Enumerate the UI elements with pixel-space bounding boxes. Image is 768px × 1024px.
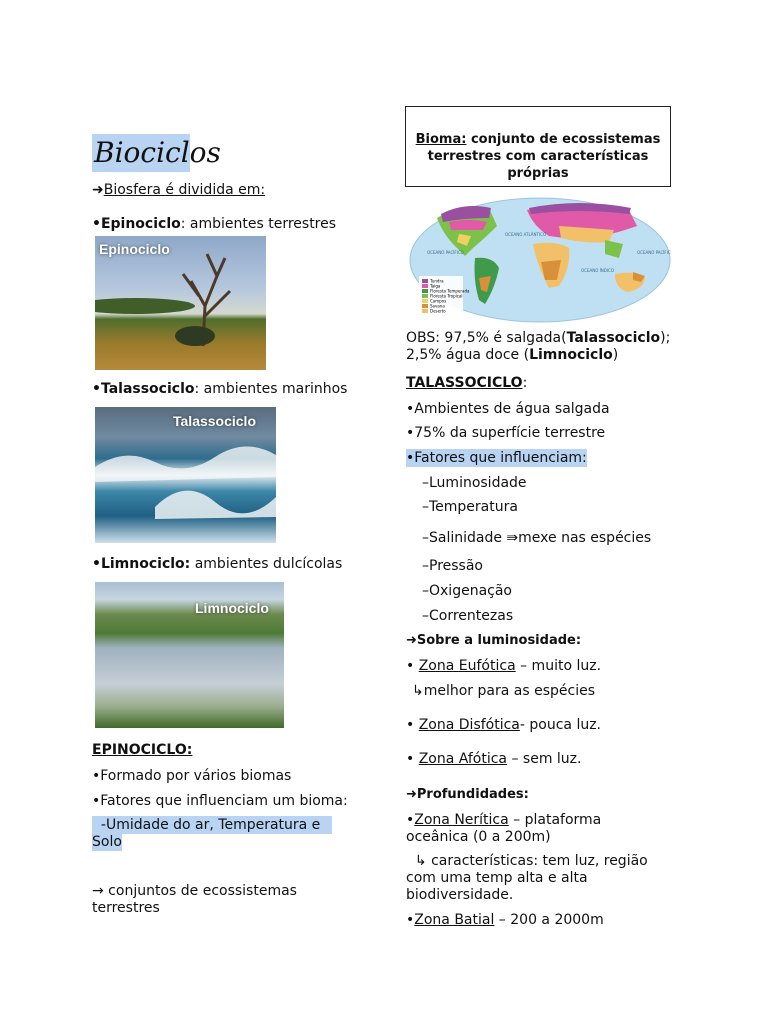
legend-tropical: Floresta Tropical <box>430 293 463 299</box>
talassociclo-desc: : ambientes marinhos <box>194 381 348 397</box>
epinociclo-desc: : ambientes terrestres <box>180 216 337 232</box>
biosfera-text: Biosfera é dividida em: <box>103 182 266 198</box>
caracteristicas-line-2: com uma temp alta e alta <box>406 870 588 886</box>
conjuntos-line-1: → conjuntos de ecossistemas <box>92 883 297 899</box>
zona-disfotica: Zona Disfótica <box>418 717 520 733</box>
neritica-line-2: oceânica (0 a 200m) <box>406 829 551 845</box>
zona-batial-line <box>406 911 604 929</box>
eufotica-sub: ↳melhor para as espécies <box>412 683 595 699</box>
disfotica-desc: - pouca luz. <box>519 717 602 733</box>
limnociclo-photo <box>95 582 284 728</box>
bioma-line-1 <box>406 131 670 148</box>
talassociclo-item <box>92 380 347 398</box>
formado-line: •Formado por vários biomas <box>92 768 292 784</box>
batial-desc: – 200 a 2000m <box>494 912 604 928</box>
map-label-indico: OCEANO ÍNDICO <box>581 268 614 273</box>
legend-temperada: Floresta Temperada <box>430 288 470 294</box>
talassociclo-label: •Talassociclo <box>92 381 195 397</box>
obs-line-2-a: 2,5% água doce ( <box>406 347 530 363</box>
fatores-line: •Fatores que influenciam: <box>406 450 587 466</box>
talassociclo-caption: Talassociclo <box>173 413 257 429</box>
bioma-word: Bioma: <box>415 132 467 147</box>
fator-item: –Luminosidade <box>422 475 527 491</box>
disfotica-bullet: • <box>406 717 419 733</box>
umidade-line-2: Solo <box>92 834 122 850</box>
caracteristicas-line-3: biodiversidade. <box>406 887 514 903</box>
zona-afotica: Zona Afótica <box>418 751 508 767</box>
world-biomes-map <box>409 196 671 324</box>
zona-neritica: Zona Nerítica <box>414 812 509 828</box>
caracteristicas-line-1: ↳ características: tem luz, região <box>406 853 648 869</box>
legend-taiga: Taiga <box>430 283 441 289</box>
bioma-line-2: terrestres com características <box>427 149 649 164</box>
talassociclo-photo <box>95 407 276 543</box>
umidade-line-1: -Umidade do ar, Temperatura e <box>92 816 332 834</box>
legend-campos: Campos <box>430 298 447 304</box>
epinociclo-heading: EPINOCICLO: <box>92 742 193 758</box>
fator-item: –Pressão <box>422 558 483 574</box>
conjuntos-line-2: terrestres <box>92 900 160 916</box>
zona-eufotica-line <box>406 657 601 675</box>
biosfera-line <box>92 181 265 199</box>
bioma-line-1-rest: conjunto de ecossistemas <box>466 132 661 147</box>
obs-line-2 <box>406 346 618 364</box>
eufotica-desc: – muito luz. <box>515 658 602 674</box>
map-label-pacifico-left: OCEANO PACÍFICO <box>427 250 464 255</box>
epinociclo-photo <box>95 236 266 370</box>
talassociclo-heading: TALASSOCICLO <box>406 375 523 391</box>
legend-deserto: Deserto <box>430 308 446 314</box>
bioma-line-3: próprias <box>507 166 569 181</box>
ambientes-line: •Ambientes de água salgada <box>406 401 610 417</box>
epinociclo-item <box>92 215 336 233</box>
zona-disfotica-line <box>406 716 601 734</box>
zona-batial: Zona Batial <box>414 912 495 928</box>
epinociclo-caption: Epinociclo <box>99 241 170 257</box>
obs-talassociclo: Talassociclo <box>566 330 661 346</box>
zona-neritica-line <box>406 811 601 829</box>
limnociclo-desc: ambientes dulcícolas <box>190 556 343 572</box>
zona-afotica-line <box>406 750 581 768</box>
obs-line-1-c: ); <box>660 330 671 346</box>
profundidades-heading: ➜Profundidades: <box>406 787 529 802</box>
epinociclo-label: •Epinociclo <box>92 216 181 232</box>
bioma-definition-box <box>405 106 671 187</box>
neritica-bullet: • <box>406 812 415 828</box>
talassociclo-heading-line <box>406 374 527 392</box>
map-label-atlantico: OCEANO ATLÂNTICO <box>505 232 547 237</box>
obs-line-1-a: OBS: 97,5% é salgada( <box>406 330 567 346</box>
eufotica-bullet: • <box>406 658 419 674</box>
legend-tundra: Tundra <box>430 278 444 284</box>
obs-limnociclo: Limnociclo <box>529 347 613 363</box>
limnociclo-item <box>92 555 342 573</box>
fator-item: –Salinidade ⇛mexe nas espécies <box>422 530 652 546</box>
afotica-desc: – sem luz. <box>507 751 582 767</box>
limnociclo-caption: Limnociclo <box>195 600 269 616</box>
page-title: Biociclos <box>92 134 190 172</box>
arrow-icon: ➜ <box>92 182 104 198</box>
fator-item: –Temperatura <box>422 499 518 515</box>
obs-line-2-c: ) <box>612 347 619 363</box>
batial-bullet: • <box>406 912 415 928</box>
obs-line-1 <box>406 329 670 347</box>
zona-eufotica: Zona Eufótica <box>418 658 516 674</box>
neritica-desc: – plataforma <box>508 812 602 828</box>
map-label-pacifico-right: OCEANO PACÍFICO <box>637 250 671 255</box>
fator-item: –Correntezas <box>422 608 514 624</box>
map-graphic <box>409 196 671 324</box>
fatores-bioma-line: •Fatores que influenciam um bioma: <box>92 793 348 809</box>
legend-savana: Savana <box>430 303 445 309</box>
limnociclo-label: •Limnociclo: <box>92 556 191 572</box>
superficie-line: •75% da superfície terrestre <box>406 425 606 441</box>
talassociclo-colon: : <box>522 375 528 391</box>
fator-item: –Oxigenação <box>422 583 512 599</box>
sobre-luminosidade: ➜Sobre a luminosidade: <box>406 633 582 648</box>
afotica-bullet: • <box>406 751 419 767</box>
